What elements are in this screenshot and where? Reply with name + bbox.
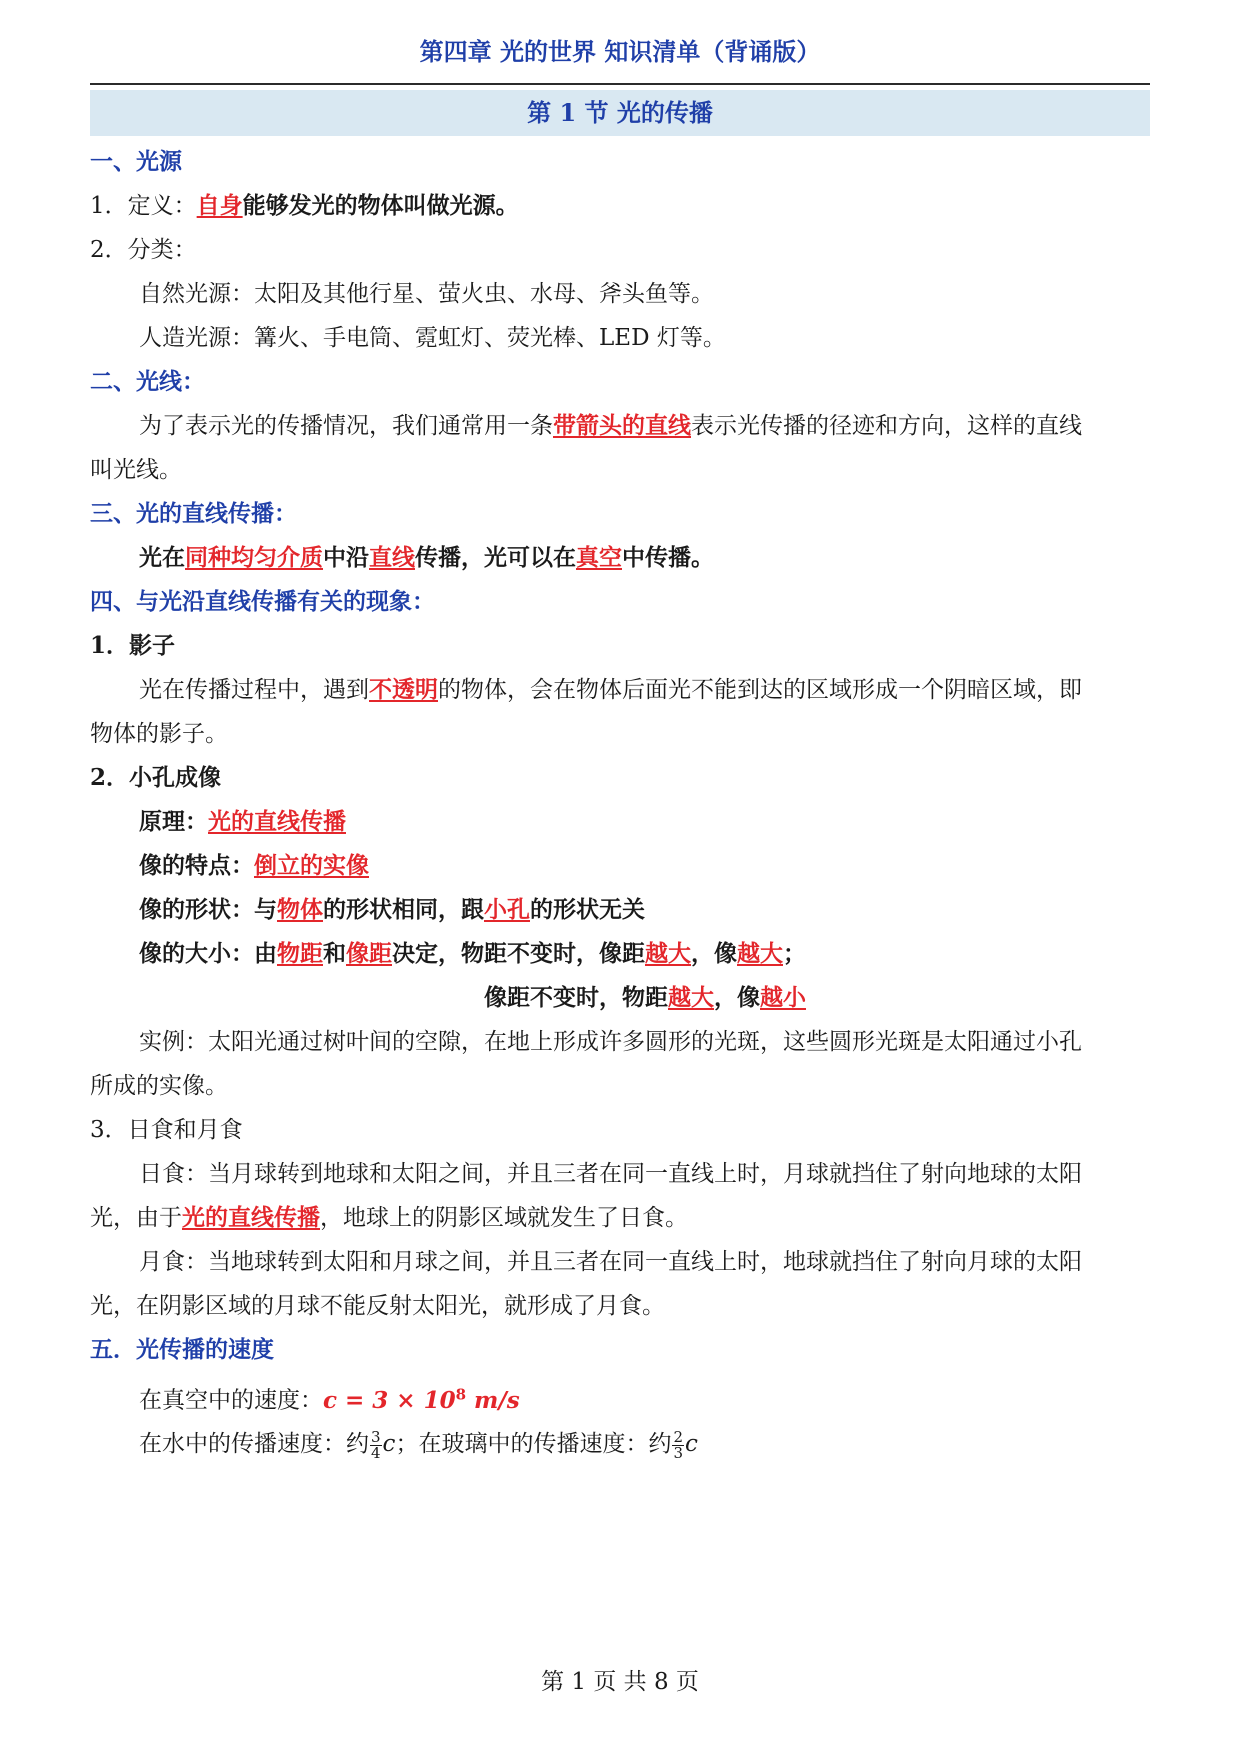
document-header-title: 第四章 光的世界 知识清单（背诵版） [419, 37, 821, 66]
natural-sources: 自然光源：太阳及其他行星、萤火虫、水母、斧头鱼等。 [139, 281, 714, 307]
classification-label: 2．分类： [90, 237, 197, 263]
key-term: 光的直线传播 [182, 1204, 320, 1231]
text: 像的大小：由 [139, 940, 277, 967]
text: 能够发光的物体叫做光源。 [242, 192, 519, 219]
text: 的形状无关 [530, 896, 645, 923]
pinhole-example-line2: 所成的实像。 [90, 1073, 228, 1099]
rectilinear-statement [139, 540, 1150, 576]
numerator: 3 [371, 1427, 381, 1446]
heading-light-speed: 五．光传播的速度 [90, 1336, 274, 1363]
key-term: 越大 [668, 984, 714, 1011]
key-term: 倒立的实像 [254, 852, 369, 879]
numerator: 2 [673, 1427, 683, 1446]
text: ； [783, 940, 806, 967]
speed-formula [323, 1387, 520, 1414]
key-term: 自身 [196, 192, 243, 219]
definition-line [90, 188, 1150, 224]
subheading-shadow: 1．影子 [90, 632, 176, 659]
text: 像距不变时，物距 [484, 984, 668, 1011]
key-term: 越大 [737, 940, 783, 967]
lunar-eclipse-line1: 月食：当地球转到太阳和月球之间，并且三者在同一直线上时，地球就挡住了射向月球的太阳 [139, 1249, 1082, 1275]
pinhole-size [139, 936, 1150, 972]
pinhole-principle [139, 804, 1150, 840]
key-term: 同种均匀介质 [185, 544, 323, 571]
text: 的形状相同，跟 [323, 896, 484, 923]
text: 光，由于 [90, 1205, 182, 1231]
pinhole-feature [139, 848, 1150, 884]
light-ray-para-line1 [139, 408, 1150, 444]
key-term: 带箭头的直线 [553, 412, 691, 439]
key-term: 物距 [277, 940, 323, 967]
text: 为了表示光的传播情况，我们通常用一条 [139, 413, 553, 439]
text: 和 [323, 940, 346, 967]
vacuum-speed-line [139, 1376, 1150, 1419]
denominator: 3 [673, 1443, 683, 1462]
heading-light-source: 一、光源 [90, 148, 182, 175]
page-footer: 第 1 页 共 8 页 [541, 1669, 699, 1695]
formula-unit: m/s [466, 1386, 520, 1414]
pinhole-shape [139, 892, 1150, 928]
light-ray-para-line2: 叫光线。 [90, 457, 182, 483]
key-term: 光的直线传播 [208, 808, 346, 835]
text: 光在传播过程中，遇到 [139, 677, 369, 703]
key-term: 不透明 [369, 676, 438, 703]
heading-light-ray: 二、光线： [90, 368, 205, 395]
pinhole-example-line1: 实例：太阳光通过树叶间的空隙，在地上形成许多圆形的光斑，这些圆形光斑是太阳通过小孔 [139, 1029, 1082, 1055]
medium-speed-line [139, 1426, 1150, 1462]
subheading-eclipse: 3．日食和月食 [90, 1117, 243, 1143]
heading-rectilinear: 三、光的直线传播： [90, 500, 297, 527]
text: 像的形状：与 [139, 896, 277, 923]
pinhole-size-line2 [484, 980, 1150, 1016]
text: ，像 [691, 940, 737, 967]
text: 光在 [139, 544, 185, 571]
header-divider [90, 83, 1150, 85]
speed-symbol: c [684, 1431, 698, 1457]
key-term: 真空 [576, 544, 622, 571]
solar-eclipse-line1: 日食：当月球转到地球和太阳之间，并且三者在同一直线上时，月球就挡住了射向地球的太阳 [139, 1161, 1082, 1187]
text: 表示光传播的径迹和方向，这样的直线 [691, 413, 1082, 439]
key-term: 越大 [645, 940, 691, 967]
text: 中沿 [323, 544, 369, 571]
formula-exponent: 8 [455, 1385, 467, 1403]
shadow-para-line2: 物体的影子。 [90, 721, 228, 747]
text: ；在玻璃中的传播速度：约 [395, 1431, 672, 1457]
label: 在真空中的速度： [139, 1387, 323, 1414]
key-term: 像距 [346, 940, 392, 967]
label: 像的特点： [139, 852, 254, 879]
formula-base: c = 3 × 10 [323, 1386, 456, 1414]
text: 中传播。 [622, 544, 714, 571]
denominator: 4 [371, 1443, 381, 1462]
key-term: 物体 [277, 896, 323, 923]
key-term: 小孔 [484, 896, 530, 923]
heading-phenomena: 四、与光沿直线传播有关的现象： [90, 588, 435, 615]
text: ，像 [714, 984, 760, 1011]
text: 1．定义： [90, 193, 197, 219]
key-term: 越小 [760, 984, 806, 1011]
speed-symbol: c [382, 1431, 396, 1457]
text: 传播，光可以在 [415, 544, 576, 571]
label: 在水中的传播速度：约 [139, 1431, 369, 1457]
key-term: 直线 [369, 544, 415, 571]
artificial-sources: 人造光源：篝火、手电筒、霓虹灯、荧光棒、LED 灯等。 [139, 325, 726, 351]
fraction-water [370, 1427, 382, 1462]
subheading-pinhole: 2．小孔成像 [90, 764, 222, 791]
fraction-glass [672, 1427, 684, 1462]
text: ，地球上的阴影区域就发生了日食。 [320, 1205, 688, 1231]
section-title-bar: 第 1 节 光的传播 [90, 90, 1150, 136]
lunar-eclipse-line2: 光，在阴影区域的月球不能反射太阳光，就形成了月食。 [90, 1293, 665, 1319]
text: 的物体，会在物体后面光不能到达的区域形成一个阴暗区域，即 [438, 677, 1082, 703]
label: 原理： [139, 808, 208, 835]
shadow-para-line1 [139, 672, 1150, 708]
solar-eclipse-line2 [90, 1200, 1150, 1236]
text: 决定，物距不变时，像距 [392, 940, 645, 967]
